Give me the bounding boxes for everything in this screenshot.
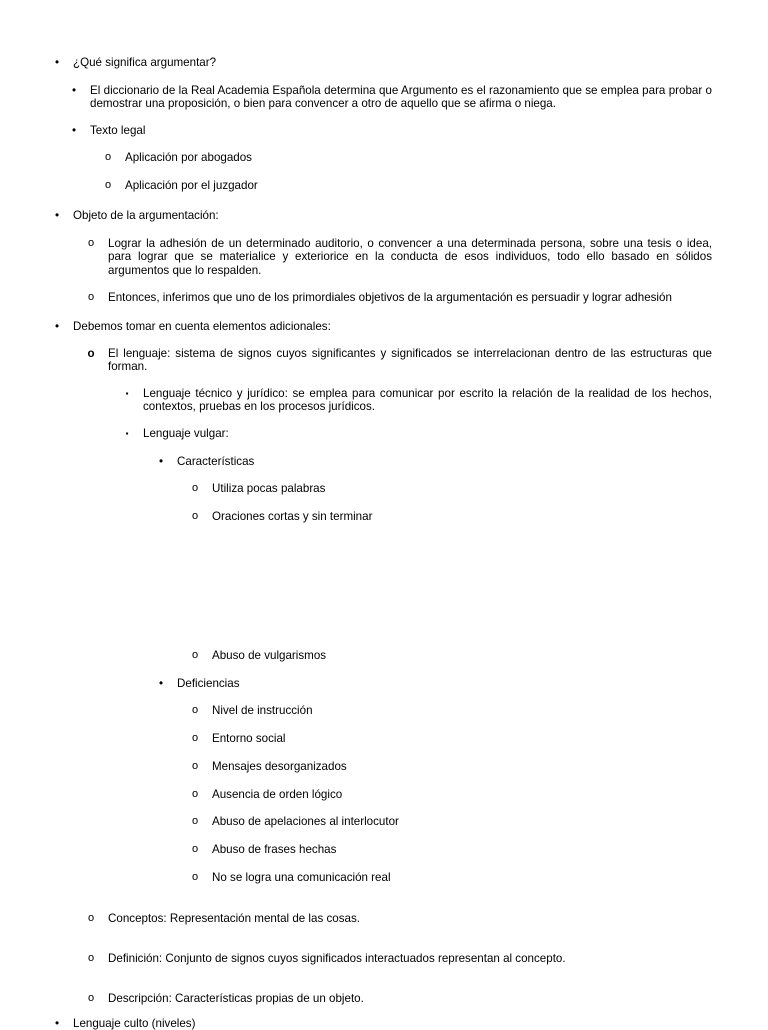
square-bullet-marker: ▪ bbox=[125, 389, 129, 398]
list-item bbox=[87, 347, 712, 374]
bullet-marker: • bbox=[71, 124, 77, 137]
circle-bullet-marker: o bbox=[87, 291, 95, 303]
list-item bbox=[87, 952, 712, 965]
list-item bbox=[191, 815, 712, 828]
circle-bullet-marker: o bbox=[87, 952, 95, 964]
list-item-text: No se logra una comunicación real bbox=[212, 871, 391, 884]
list-item-text: El lenguaje: sistema de signos cuyos significantes y significados se interrelacionan dentro de las estructuras que forman. bbox=[108, 347, 712, 374]
bullet-marker: • bbox=[54, 1017, 60, 1030]
list-item-text: ¿Qué significa argumentar? bbox=[73, 56, 217, 69]
list-item-text: Lenguaje técnico y jurídico: se emplea para comunicar por escrito la relación de la realidad de los hechos, contextos, pruebas en los procesos jurídicos. bbox=[143, 387, 712, 414]
circle-bullet-marker: o bbox=[191, 510, 199, 522]
list-item bbox=[125, 387, 712, 414]
circle-bullet-marker: o bbox=[191, 871, 199, 883]
list-item-text: Conceptos: Representación mental de las cosas. bbox=[108, 912, 360, 925]
list-item-text: Mensajes desorganizados bbox=[212, 760, 347, 773]
list-item bbox=[54, 56, 712, 69]
bullet-marker: • bbox=[54, 56, 60, 69]
list-item-text: Texto legal bbox=[90, 124, 146, 137]
circle-bullet-marker: o bbox=[191, 649, 199, 661]
bullet-marker: • bbox=[158, 677, 164, 690]
list-item-text: Características bbox=[177, 455, 255, 468]
list-item bbox=[104, 151, 712, 164]
list-item bbox=[191, 843, 712, 856]
list-item-text: Abuso de vulgarismos bbox=[212, 649, 327, 662]
list-item-text: Entorno social bbox=[212, 732, 286, 745]
circle-bullet-marker: o bbox=[191, 788, 199, 800]
list-item-text: Lograr la adhesión de un determinado auditorio, o convencer a una determinada persona, sobre una tesis o idea, para lograr que se materialice y exteriorice en la conducta de esos individuos, todo ello basado en sólidos argumentos que lo respalden. bbox=[108, 237, 712, 277]
list-item bbox=[87, 291, 712, 304]
list-item-text: Deficiencias bbox=[177, 677, 240, 690]
circle-bullet-marker: o bbox=[104, 151, 112, 163]
circle-bullet-marker: o bbox=[104, 179, 112, 191]
bullet-marker: • bbox=[54, 320, 60, 333]
list-item bbox=[87, 992, 712, 1005]
list-item bbox=[191, 649, 712, 662]
list-item-text: Aplicación por el juzgador bbox=[125, 179, 258, 192]
list-item bbox=[191, 871, 712, 884]
list-item-text: Descripción: Características propias de un objeto. bbox=[108, 992, 364, 1005]
list-item bbox=[191, 760, 712, 773]
list-item-text: El diccionario de la Real Academia Española determina que Argumento es el razonamiento que se emplea para probar o demostrar una proposición, o bien para convencer a otro de aquello que se afirma o niega. bbox=[90, 84, 712, 111]
list-item-text: Abuso de frases hechas bbox=[212, 843, 337, 856]
circle-bullet-marker: o bbox=[191, 760, 199, 772]
list-item bbox=[191, 704, 712, 717]
square-bullet-marker: ▪ bbox=[125, 429, 129, 438]
circle-bullet-marker: o bbox=[87, 912, 95, 924]
list-item bbox=[191, 510, 712, 523]
circle-bullet-marker: o bbox=[191, 843, 199, 855]
list-item-text: Entonces, inferimos que uno de los primordiales objetivos de la argumentación es persuadir y lograr adhesión bbox=[108, 291, 672, 304]
list-item-text: Objeto de la argumentación: bbox=[73, 209, 219, 222]
list-item-text: Oraciones cortas y sin terminar bbox=[212, 510, 373, 523]
list-item bbox=[158, 455, 712, 468]
circle-bullet-marker: o bbox=[87, 992, 95, 1004]
list-item bbox=[87, 912, 712, 925]
list-item-text: Nivel de instrucción bbox=[212, 704, 313, 717]
circle-bullet-marker: o bbox=[191, 732, 199, 744]
bullet-marker: • bbox=[54, 209, 60, 222]
bullet-marker: • bbox=[158, 455, 164, 468]
bullet-marker: • bbox=[71, 84, 77, 97]
list-item bbox=[104, 179, 712, 192]
list-item-text: Lenguaje culto (niveles) bbox=[73, 1017, 196, 1030]
list-item-text: Utiliza pocas palabras bbox=[212, 482, 326, 495]
list-item bbox=[191, 732, 712, 745]
list-item bbox=[191, 788, 712, 801]
circle-bullet-marker: o bbox=[191, 482, 199, 494]
bold-circle-bullet-marker: o bbox=[87, 347, 95, 360]
list-item bbox=[158, 677, 712, 690]
list-item-text: Definición: Conjunto de signos cuyos significados interactuados representan al concepto. bbox=[108, 952, 566, 965]
list-item bbox=[54, 209, 712, 222]
list-item bbox=[54, 320, 712, 333]
list-item-text: Abuso de apelaciones al interlocutor bbox=[212, 815, 399, 828]
circle-bullet-marker: o bbox=[191, 704, 199, 716]
circle-bullet-marker: o bbox=[191, 815, 199, 827]
circle-bullet-marker: o bbox=[87, 237, 95, 249]
list-item-text: Ausencia de orden lógico bbox=[212, 788, 343, 801]
list-item-text: Debemos tomar en cuenta elementos adicionales: bbox=[73, 320, 331, 333]
list-item-text: Lenguaje vulgar: bbox=[143, 427, 229, 440]
list-item bbox=[71, 124, 712, 137]
list-item-text: Aplicación por abogados bbox=[125, 151, 252, 164]
list-item bbox=[125, 427, 712, 440]
list-item bbox=[87, 237, 712, 277]
list-item bbox=[71, 84, 712, 111]
list-item bbox=[191, 482, 712, 495]
